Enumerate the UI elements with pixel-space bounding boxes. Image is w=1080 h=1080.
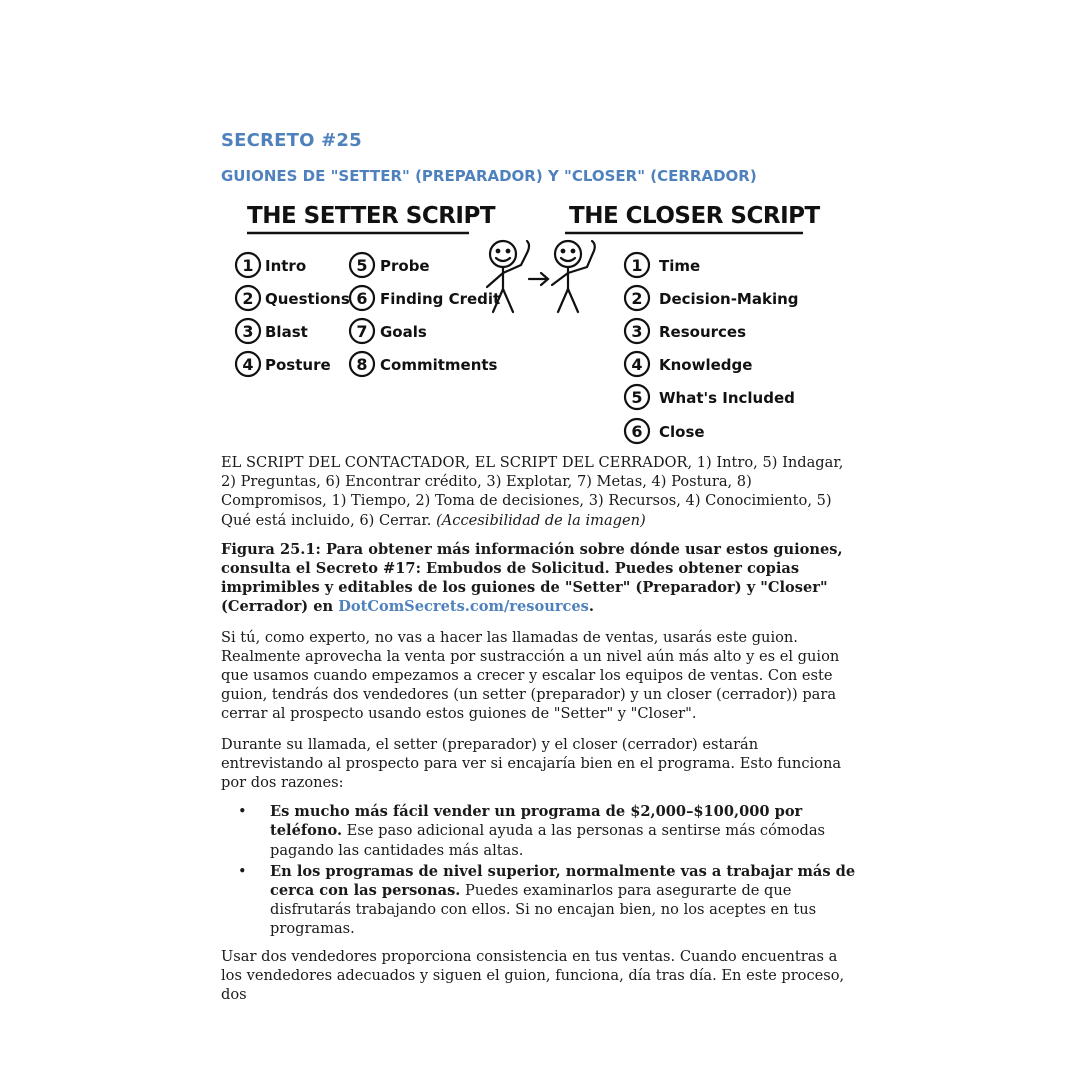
list-item — [221, 862, 861, 939]
setter-label: Intro — [265, 257, 307, 275]
reasons-list — [221, 802, 861, 938]
setter-label: Questions — [265, 290, 350, 308]
setter-number: 4 — [242, 355, 254, 374]
list-item-text: Puedes examinarlos para asegurarte de que disfrutarás trabajando con ellos. Si no encajan bien, no los aceptes en tus programas. — [270, 882, 817, 938]
list-item — [221, 802, 861, 860]
closer-label: Decision-Making — [659, 290, 799, 308]
setter-number: 5 — [356, 256, 368, 275]
setter-number: 1 — [242, 256, 254, 275]
setter-number: 7 — [356, 322, 368, 341]
closer-item — [625, 253, 700, 277]
setter-label: Blast — [265, 323, 308, 341]
setter-number: 6 — [356, 289, 368, 308]
setter-item — [350, 352, 498, 376]
closer-number: 6 — [631, 422, 643, 441]
paragraph-1: Si tú, como experto, no vas a hacer las llamadas de ventas, usarás este guion. Realmente aprovecha la venta por sustracción a un nivel aún más alto y es el guion que usamos cuando empezamos a crecer y escalar los equipos de ventas. Con este guion, tendrás dos vendedores (un setter (preparador) y un closer (cerrador)) para cerrar al prospecto usando estos guiones de "Setter" y "Closer". — [221, 628, 840, 723]
closer-number: 2 — [631, 289, 643, 308]
setter-number: 8 — [356, 355, 368, 374]
figure-caption-text: Figura 25.1: Para obtener más información sobre dónde usar estos guiones, consulta el Secreto #17: Embudos de Solicitud. Puedes obtener copias imprimibles y editables de los guiones de "Setter" (Preparador) y "Closer" (Cerrador) en — [221, 540, 843, 616]
closer-number: 1 — [631, 256, 643, 275]
closer-item — [625, 352, 752, 376]
closer-label: Resources — [659, 323, 747, 341]
paragraph-3: Usar dos vendedores proporciona consistencia en tus ventas. Cuando encuentras a los vendedores adecuados y siguen el guion, funciona, día tras día. En este proceso, dos — [221, 947, 845, 1004]
setter-item — [236, 319, 308, 343]
section-title: SECRETO #25 — [221, 130, 362, 151]
closer-label: Time — [659, 257, 701, 275]
closer-item — [625, 419, 705, 443]
setter-label: Probe — [380, 257, 430, 275]
setter-item — [236, 286, 350, 310]
closer-item — [625, 319, 746, 343]
list-item-text: Ese paso adicional ayuda a las personas a sentirse más cómodas pagando las cantidades más altas. — [270, 822, 826, 859]
image-description — [221, 453, 861, 530]
setter-label: Goals — [380, 323, 427, 341]
closer-item — [625, 385, 795, 409]
document-page — [221, 130, 861, 1004]
paragraph-2: Durante su llamada, el setter (preparador) y el closer (cerrador) estarán entrevistando al prospecto para ver si encajaría bien en el programa. Esto funciona por dos razones: — [221, 735, 842, 792]
setter-number: 2 — [242, 289, 254, 308]
closer-number: 5 — [631, 388, 643, 407]
list-item-bold: Es mucho más fácil vender un programa de $2,000–$100,000 por teléfono. — [270, 803, 803, 840]
scripts-illustration — [221, 189, 861, 451]
arrow-right-icon — [529, 273, 548, 285]
section-subtitle: GUIONES DE "SETTER" (PREPARADOR) Y "CLOSER" (CERRADOR) — [221, 167, 757, 185]
closer-number: 3 — [631, 322, 643, 341]
closer-label: Knowledge — [659, 356, 753, 374]
setter-item — [236, 352, 331, 376]
accessibility-link[interactable]: (Accesibilidad de la imagen) — [436, 511, 646, 529]
setter-number: 3 — [242, 322, 254, 341]
closer-number: 4 — [631, 355, 643, 374]
setter-label: Posture — [265, 356, 331, 374]
closer-label: Close — [659, 423, 705, 441]
setter-item — [350, 319, 427, 343]
figure-caption — [221, 540, 861, 617]
setter-label: Finding Credit — [380, 290, 501, 308]
closer-script-title: THE CLOSER SCRIPT — [569, 203, 820, 229]
resources-link[interactable]: DotComSecrets.com/resources — [338, 598, 589, 616]
closer-label: What's Included — [659, 389, 795, 407]
setter-item — [350, 253, 430, 277]
closer-stick-figure-icon — [552, 241, 595, 312]
closer-item — [625, 286, 799, 310]
setter-script-title: THE SETTER SCRIPT — [247, 203, 496, 229]
setter-item — [350, 286, 500, 310]
figure-caption-end: . — [588, 598, 594, 616]
image-description-text: EL SCRIPT DEL CONTACTADOR, EL SCRIPT DEL CERRADOR, 1) Intro, 5) Indagar, 2) Preguntas, 6) Encontrar crédito, 3) Explotar, 7) Metas, 4) Postura, 8) Compromisos, 1) Tiempo, 2) Toma de decisiones, 3) Recursos, 4) Conocimiento, 5) Qué está incluido, 6) Cerrar. — [221, 454, 844, 529]
scripts-figure — [221, 189, 861, 451]
bullet-marker: • — [238, 803, 247, 821]
setter-item — [236, 253, 306, 277]
setter-label: Commitments — [380, 356, 498, 374]
list-item-bold: En los programas de nivel superior, normalmente vas a trabajar más de cerca con las personas. — [270, 862, 856, 900]
bullet-marker: • — [238, 862, 247, 880]
